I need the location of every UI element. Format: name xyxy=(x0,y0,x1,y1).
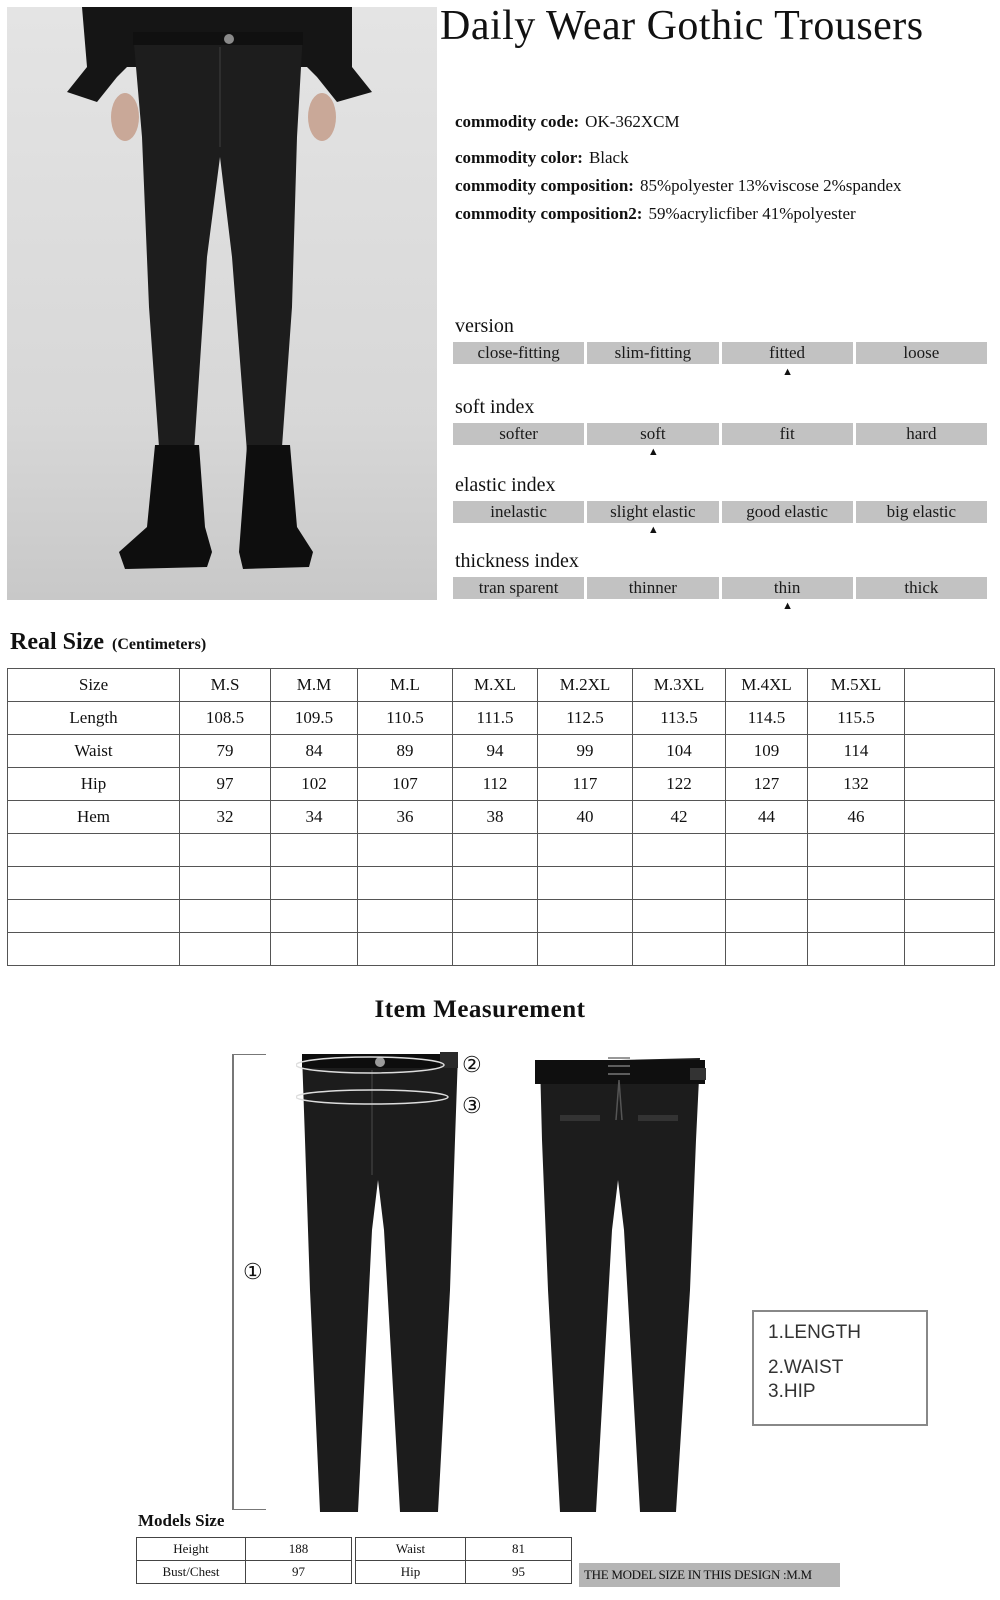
table-row-empty xyxy=(8,933,995,966)
table-header-cell: Size xyxy=(8,669,180,702)
index-bar-version xyxy=(453,342,987,364)
models-size-title: Models Size xyxy=(138,1511,225,1530)
real-size-unit: (Centimeters) xyxy=(111,636,207,653)
table-header-row xyxy=(8,669,995,702)
table-header-cell: M.M xyxy=(271,669,358,702)
index-option: big elastic xyxy=(856,501,987,523)
table-row xyxy=(8,735,995,768)
index-bar-thickness xyxy=(453,577,987,599)
legend-item: 3.HIP xyxy=(768,1381,816,1402)
index-option: softer xyxy=(453,423,584,445)
index-option: good elastic xyxy=(722,501,853,523)
index-option: slight elastic xyxy=(587,501,718,523)
index-option: tran sparent xyxy=(453,577,584,599)
spec-key: commodity composition2: xyxy=(455,204,643,223)
index-option: soft xyxy=(587,423,718,445)
table-cell: 108.5 xyxy=(180,702,271,735)
table-cell: Waist xyxy=(8,735,180,768)
table-cell: 102 xyxy=(271,768,358,801)
table-cell: 81 xyxy=(466,1538,572,1561)
table-header-cell: M.3XL xyxy=(633,669,726,702)
table-cell: 36 xyxy=(358,801,453,834)
product-photo xyxy=(7,7,437,600)
table-cell: 84 xyxy=(271,735,358,768)
table-cell: 97 xyxy=(246,1561,352,1584)
hip-marker: ③ xyxy=(462,1093,482,1118)
table-cell: 112.5 xyxy=(538,702,633,735)
table-row-empty xyxy=(8,834,995,867)
bracket-bottom xyxy=(232,1509,266,1510)
table-cell: Height xyxy=(137,1538,246,1561)
length-bracket xyxy=(232,1054,234,1510)
index-label-thickness: thickness index xyxy=(455,550,579,572)
table-cell: 112 xyxy=(453,768,538,801)
length-marker: ① xyxy=(243,1259,263,1284)
table-header-cell: M.4XL xyxy=(726,669,808,702)
table-cell: 94 xyxy=(453,735,538,768)
index-option: loose xyxy=(856,342,987,364)
index-option: thinner xyxy=(587,577,718,599)
spec-value: Black xyxy=(588,148,629,167)
table-row xyxy=(8,702,995,735)
spec-key: commodity composition: xyxy=(455,176,634,195)
product-title: Daily Wear Gothic Trousers xyxy=(440,3,924,49)
table-cell: 132 xyxy=(808,768,905,801)
bracket-top xyxy=(232,1054,266,1055)
table-cell: 114.5 xyxy=(726,702,808,735)
table-cell: 42 xyxy=(633,801,726,834)
index-label-version: version xyxy=(455,315,514,337)
table-cell: 107 xyxy=(358,768,453,801)
model-size-note: THE MODEL SIZE IN THIS DESIGN :M.M xyxy=(579,1563,840,1587)
index-option: inelastic xyxy=(453,501,584,523)
selected-marker-icon: ▲ xyxy=(647,524,659,536)
table-cell: 109.5 xyxy=(271,702,358,735)
index-label-elastic: elastic index xyxy=(455,474,556,496)
spec-value: 59%acrylicfiber 41%polyester xyxy=(648,204,856,223)
table-cell: 117 xyxy=(538,768,633,801)
index-option: thin xyxy=(722,577,853,599)
table-row xyxy=(356,1538,572,1561)
size-table xyxy=(7,668,995,966)
index-bar-soft xyxy=(453,423,987,445)
table-cell: 46 xyxy=(808,801,905,834)
table-cell: 89 xyxy=(358,735,453,768)
table-cell: 114 xyxy=(808,735,905,768)
table-header-cell: M.XL xyxy=(453,669,538,702)
table-cell: 127 xyxy=(726,768,808,801)
table-cell xyxy=(905,768,995,801)
real-size-title: Real Size xyxy=(10,629,104,655)
index-option: fitted xyxy=(722,342,853,364)
table-cell xyxy=(905,801,995,834)
table-header-cell xyxy=(905,669,995,702)
selected-marker-icon: ▲ xyxy=(647,446,659,458)
table-cell: 95 xyxy=(466,1561,572,1584)
table-cell: 188 xyxy=(246,1538,352,1561)
legend-item: 2.WAIST xyxy=(768,1357,844,1378)
table-header-cell: M.S xyxy=(180,669,271,702)
table-cell: 99 xyxy=(538,735,633,768)
index-option: thick xyxy=(856,577,987,599)
table-cell: 115.5 xyxy=(808,702,905,735)
table-cell: Hem xyxy=(8,801,180,834)
front-trousers-image xyxy=(290,1050,490,1520)
measurement-legend xyxy=(752,1310,928,1426)
spec-row-code xyxy=(455,112,680,132)
selected-marker-icon: ▲ xyxy=(782,366,794,378)
table-row-empty xyxy=(8,867,995,900)
spec-value: OK-362XCM xyxy=(585,112,680,131)
spec-value: 85%polyester 13%viscose 2%spandex xyxy=(639,176,902,195)
back-trousers-image xyxy=(530,1050,730,1520)
table-cell: Length xyxy=(8,702,180,735)
table-cell: Hip xyxy=(8,768,180,801)
table-cell: Hip xyxy=(356,1561,466,1584)
legend-item: 1.LENGTH xyxy=(768,1322,861,1343)
spec-key: commodity code: xyxy=(455,112,580,131)
index-option: close-fitting xyxy=(453,342,584,364)
table-cell: 38 xyxy=(453,801,538,834)
table-row xyxy=(137,1538,352,1561)
table-header-cell: M.5XL xyxy=(808,669,905,702)
table-cell: 109 xyxy=(726,735,808,768)
waist-hip-guides xyxy=(296,1055,461,1105)
spec-key: commodity color: xyxy=(455,148,583,167)
index-option: hard xyxy=(856,423,987,445)
waist-marker: ② xyxy=(462,1052,482,1077)
table-cell: 44 xyxy=(726,801,808,834)
table-cell xyxy=(905,735,995,768)
index-label-soft: soft index xyxy=(455,396,535,418)
table-cell xyxy=(905,702,995,735)
index-option: slim-fitting xyxy=(587,342,718,364)
models-table-right xyxy=(355,1537,572,1584)
table-cell: 97 xyxy=(180,768,271,801)
model-wearing-trousers-illustration xyxy=(7,7,437,600)
table-row xyxy=(8,768,995,801)
real-size-heading xyxy=(10,629,206,656)
table-cell: Waist xyxy=(356,1538,466,1561)
spec-row-color xyxy=(455,148,629,168)
table-header-cell: M.2XL xyxy=(538,669,633,702)
table-row xyxy=(137,1561,352,1584)
table-header-cell: M.L xyxy=(358,669,453,702)
table-cell: 110.5 xyxy=(358,702,453,735)
models-table-left xyxy=(136,1537,352,1584)
table-cell: 111.5 xyxy=(453,702,538,735)
table-cell: Bust/Chest xyxy=(137,1561,246,1584)
table-cell: 122 xyxy=(633,768,726,801)
table-cell: 113.5 xyxy=(633,702,726,735)
spec-row-composition2 xyxy=(455,204,856,224)
table-row xyxy=(356,1561,572,1584)
spec-row-composition xyxy=(455,176,902,196)
table-cell: 34 xyxy=(271,801,358,834)
index-bar-elastic xyxy=(453,501,987,523)
table-row xyxy=(8,801,995,834)
table-cell: 32 xyxy=(180,801,271,834)
table-cell: 79 xyxy=(180,735,271,768)
selected-marker-icon: ▲ xyxy=(782,600,794,612)
item-measurement-title: Item Measurement xyxy=(374,996,586,1023)
table-row-empty xyxy=(8,900,995,933)
index-option: fit xyxy=(722,423,853,445)
table-cell: 104 xyxy=(633,735,726,768)
table-cell: 40 xyxy=(538,801,633,834)
